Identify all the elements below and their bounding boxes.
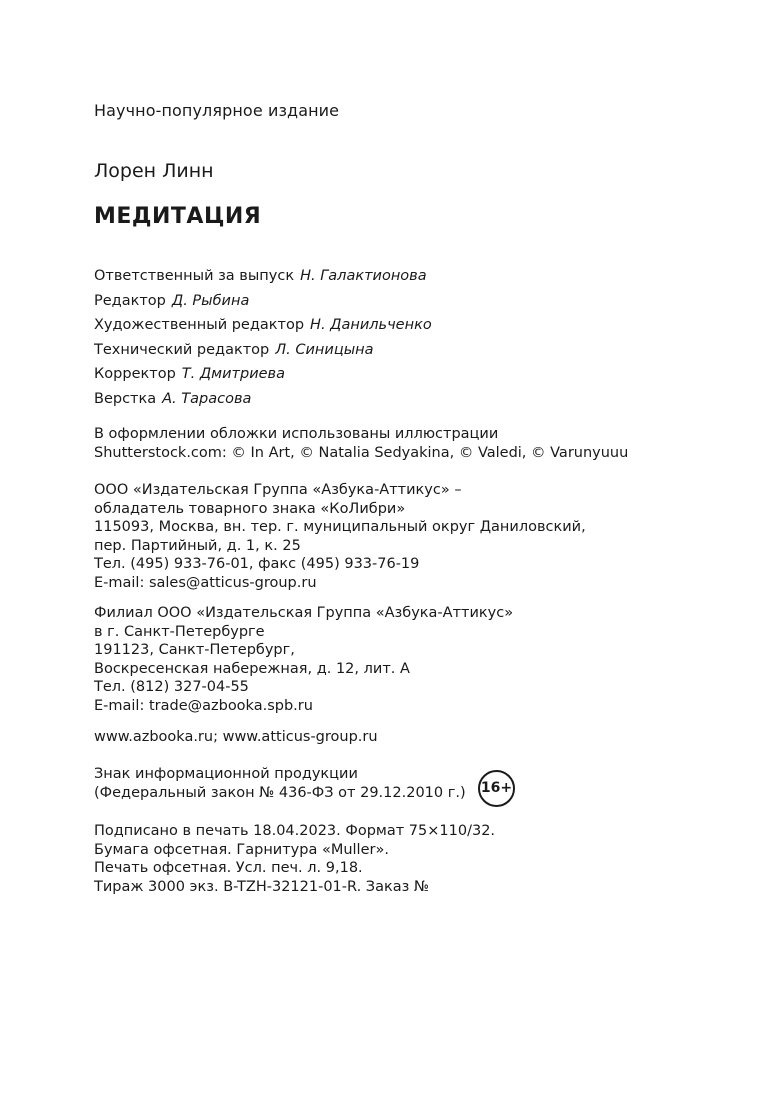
credit-row — [94, 264, 432, 289]
print-line: Бумага офсетная. Гарнитура «Muller». — [94, 841, 389, 858]
age-rating-line: Знак информационной продукции — [94, 766, 358, 782]
publisher-line: Тел. (495) 933-76-01, факс (495) 933-76-19 — [94, 556, 420, 573]
credit-name: Д. Рыбина — [171, 292, 250, 309]
print-line: Печать офсетная. Усл. печ. л. 9,18. — [94, 860, 363, 877]
age-rating-block — [94, 765, 513, 802]
credit-row — [94, 313, 432, 338]
edition-type: Научно-популярное издание — [94, 101, 340, 120]
branch-line: E-mail: trade@azbooka.spb.ru — [94, 697, 313, 714]
print-info — [94, 822, 495, 896]
book-title: МЕДИТАЦИЯ — [94, 204, 262, 229]
credit-role: Технический редактор — [94, 341, 270, 358]
credit-name: Л. Синицына — [275, 341, 374, 358]
branch-line: 191123, Санкт-Петербург, — [94, 642, 295, 659]
credit-row — [94, 289, 432, 314]
credit-role: Корректор — [94, 366, 176, 383]
branch-line: Воскресенская набережная, д. 12, лит. А — [94, 660, 410, 677]
branch-line: Тел. (812) 327-04-55 — [94, 679, 249, 696]
publisher-line: пер. Партийный, д. 1, к. 25 — [94, 537, 301, 554]
credits-list — [94, 264, 432, 412]
age-rating-badge: 16+ — [478, 770, 515, 807]
publisher-info — [94, 481, 586, 593]
cover-credits — [94, 425, 628, 462]
credit-role: Верстка — [94, 390, 157, 407]
cover-credits-line: Shutterstock.com: © In Art, © Natalia Sedyakina, © Valedi, © Varunyuuu — [94, 444, 629, 461]
publisher-line: обладатель товарного знака «КоЛибри» — [94, 500, 406, 517]
credit-name: Н. Данильченко — [310, 317, 432, 334]
credit-role: Художественный редактор — [94, 317, 305, 334]
branch-line: Филиал ООО «Издательская Группа «Азбука-Аттикус» — [94, 605, 514, 621]
publisher-line: ООО «Издательская Группа «Азбука-Аттикус» – — [94, 482, 462, 498]
print-line: Тираж 3000 экз. B-TZH-32121-01-R. Заказ № — [94, 878, 430, 895]
publisher-line: 115093, Москва, вн. тер. г. муниципальный округ Даниловский, — [94, 519, 586, 536]
publisher-line: E-mail: sales@atticus-group.ru — [94, 574, 317, 591]
print-line: Подписано в печать 18.04.2023. Формат 75×110/32. — [94, 823, 496, 839]
credit-name: А. Тарасова — [162, 390, 252, 407]
cover-credits-line: В оформлении обложки использованы иллюстрации — [94, 426, 499, 442]
credit-row — [94, 338, 432, 363]
credit-row — [94, 387, 432, 412]
branch-line: в г. Санкт-Петербурге — [94, 623, 265, 640]
credit-name: Т. Дмитриева — [181, 366, 285, 383]
age-rating-line: (Федеральный закон № 436-ФЗ от 29.12.2010 г.) — [94, 784, 466, 801]
credit-name: Н. Галактионова — [300, 268, 427, 284]
websites: www.azbooka.ru; www.atticus-group.ru — [94, 729, 378, 745]
credit-role: Редактор — [94, 292, 166, 309]
credit-row — [94, 362, 432, 387]
branch-info — [94, 604, 513, 716]
author-name: Лорен Линн — [94, 160, 214, 182]
credit-role: Ответственный за выпуск — [94, 268, 295, 284]
